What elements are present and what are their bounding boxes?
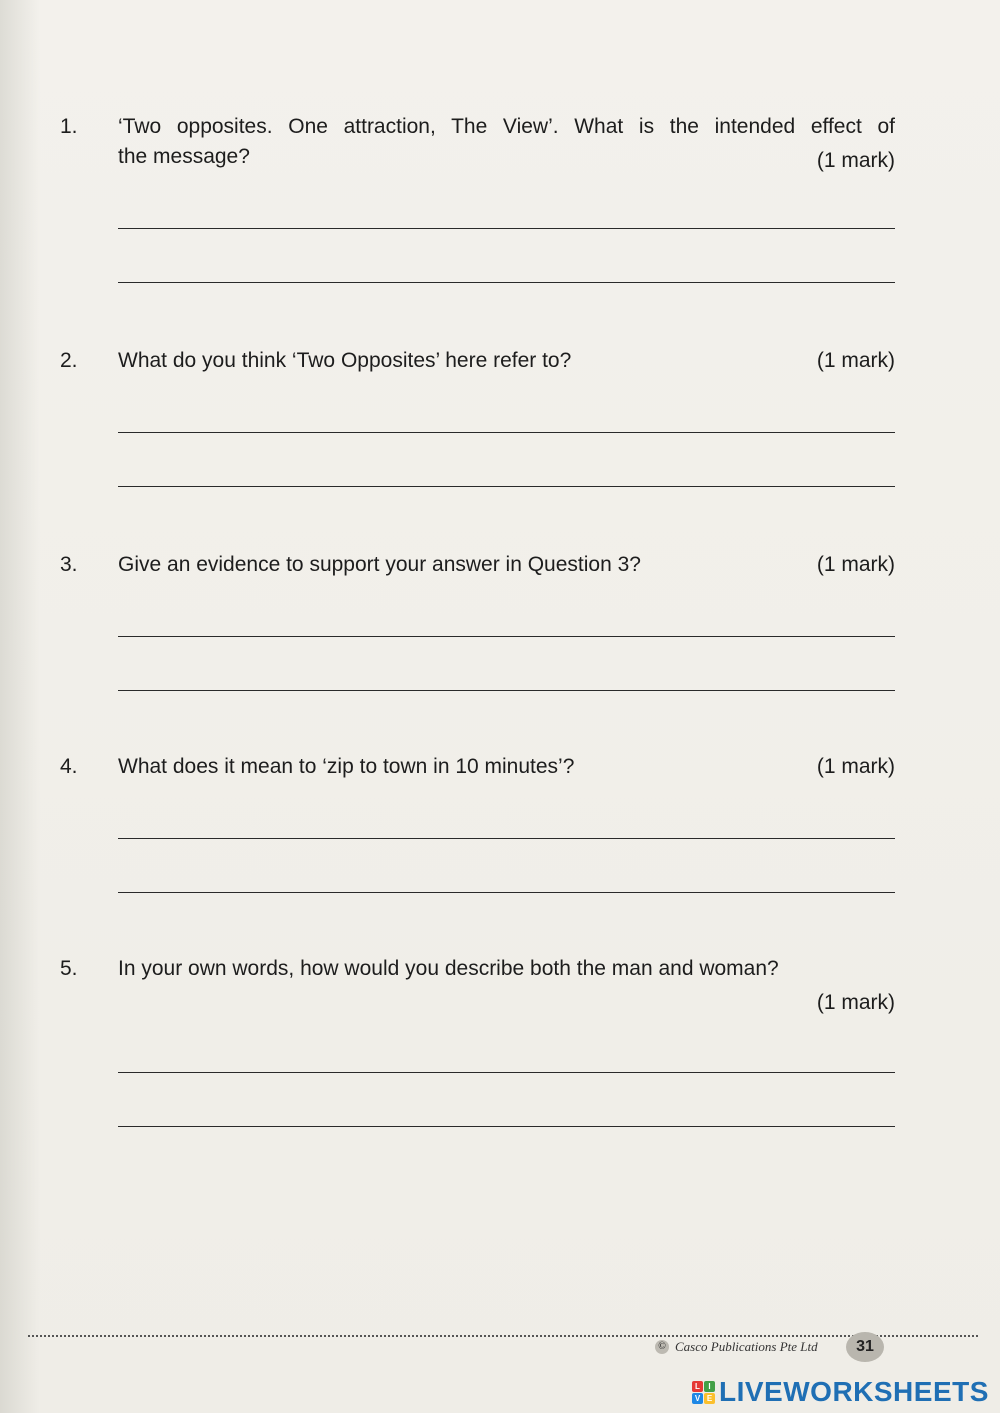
question-text-line: the message? [118, 145, 250, 168]
publisher-credit [655, 1339, 818, 1355]
question-marks: (1 mark) [816, 991, 895, 1014]
answer-line-1[interactable] [118, 838, 895, 839]
question-text: What do you think ‘Two Opposites’ here refer to? [118, 349, 572, 372]
question-3 [60, 550, 895, 582]
answer-line-1[interactable] [118, 432, 895, 433]
question-2 [60, 346, 895, 378]
copyright-icon: © [655, 1340, 669, 1354]
question-number: 5. [60, 957, 78, 980]
question-text-line: ‘Two opposites. One attraction, The View’. What is the intended effect of [118, 115, 895, 138]
question-text: In your own words, how would you describe both the man and woman? [118, 957, 779, 980]
answer-line-2[interactable] [118, 486, 895, 487]
page-number: 31 [846, 1332, 884, 1362]
answer-line-1[interactable] [118, 1072, 895, 1073]
question-1 [60, 112, 895, 176]
logo-tile: E [704, 1393, 715, 1404]
answer-line-2[interactable] [118, 282, 895, 283]
question-number: 1. [60, 115, 78, 138]
question-text: What does it mean to ‘zip to town in 10 minutes’? [118, 755, 575, 778]
answer-line-2[interactable] [118, 892, 895, 893]
question-number: 3. [60, 553, 78, 576]
logo-tile: V [692, 1393, 703, 1404]
publisher-name: Casco Publications Pte Ltd [675, 1339, 818, 1354]
answer-line-1[interactable] [118, 636, 895, 637]
question-number: 4. [60, 755, 78, 778]
logo-tile: I [704, 1381, 715, 1392]
question-4 [60, 752, 895, 784]
question-marks: (1 mark) [816, 349, 895, 372]
question-marks: (1 mark) [816, 755, 895, 778]
question-marks: (1 mark) [816, 553, 895, 576]
liveworksheets-watermark [692, 1376, 989, 1408]
watermark-text: LIVEWORKSHEETS [719, 1376, 989, 1407]
liveworksheets-logo-icon [692, 1381, 715, 1404]
answer-line-1[interactable] [118, 228, 895, 229]
question-text [118, 112, 895, 172]
answer-line-2[interactable] [118, 690, 895, 691]
question-marks: (1 mark) [816, 149, 895, 172]
logo-tile: L [692, 1381, 703, 1392]
footer-divider [28, 1335, 978, 1337]
question-5 [60, 954, 895, 1018]
question-text: Give an evidence to support your answer in Question 3? [118, 553, 641, 576]
answer-line-2[interactable] [118, 1126, 895, 1127]
question-number: 2. [60, 349, 78, 372]
